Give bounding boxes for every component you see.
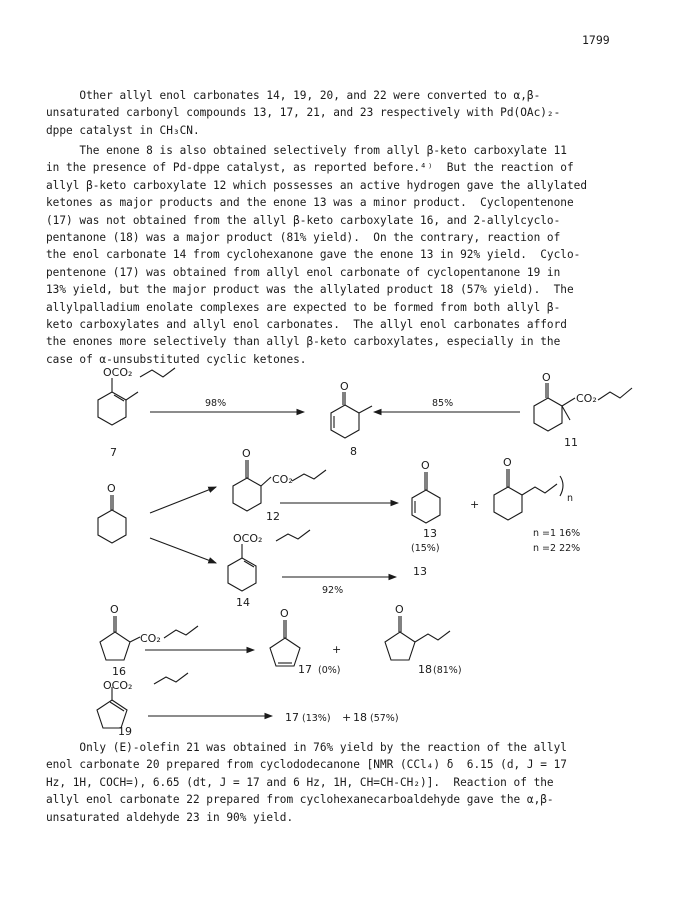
compound-11-structure: [534, 383, 632, 431]
compound-13-structure: [412, 472, 440, 523]
compound-label-8: 8: [350, 445, 357, 458]
text-line: (17) was not obtained from the allyl β-keto carboxylate 16, and 2-allylcyclo-: [46, 213, 561, 227]
compound-label-7: 7: [110, 446, 117, 459]
text-line: unsaturated carbonyl compounds 13, 17, 21, and 23 respectively with Pd(OAc)₂-: [46, 106, 561, 120]
text-line: the enones more selectively than allyl β-keto carboxylates, especially in the: [46, 335, 561, 349]
atom-label: OCO₂: [103, 679, 133, 692]
text-line: Hz, 1H, COCH=), 6.65 (dt, J = 17 and 6 Hz, 1H, CH=CH-CH₂)]. Reaction of the: [46, 775, 554, 789]
yield-label: (0%): [318, 665, 341, 676]
cyclohexanone-structure: [98, 495, 126, 543]
text-line: allylpalladium enolate complexes are expected to be formed from both allyl β-: [46, 300, 561, 314]
compound-17-structure: [270, 620, 300, 666]
text-line: allyl β-keto carboxylate 12 which possesses an active hydrogen gave the allylated: [46, 178, 587, 192]
compound-label-17: 17: [285, 711, 299, 724]
compound-label-11: 11: [564, 436, 578, 449]
text-line: enol carbonate 20 prepared from cyclododecanone [NMR (CCl₄) δ 6.15 (d, J = 17: [46, 758, 567, 772]
compound-label-13: 13: [423, 527, 437, 540]
compound-18-structure: [385, 616, 450, 660]
paragraph-1: [46, 87, 636, 139]
text-line: ketones as major products and the enone 13 was a minor product. Cyclopentenone: [46, 196, 574, 210]
yield-label: (81%): [433, 665, 462, 676]
text-line: The enone 8 is also obtained selectively from allyl β-keto carboxylate 11: [46, 144, 567, 157]
allylated-cyclohexanone-structure: [494, 469, 563, 520]
compound-8-structure: [331, 392, 372, 438]
compound-label-19: 19: [118, 725, 132, 738]
atom-label: O: [110, 603, 119, 616]
compound-label-17: 17: [298, 663, 312, 676]
plus-sign: +: [332, 643, 342, 656]
atom-label: O: [395, 603, 404, 616]
compound-label-12: 12: [266, 510, 280, 523]
text-line: allyl enol carbonate 22 prepared from cyclohexanecarboaldehyde gave the α,β-: [46, 793, 554, 807]
text-line: keto carboxylates and allyl enol carbonates. The allyl enol carbonates afford: [46, 318, 567, 332]
atom-label: CO₂: [576, 392, 597, 405]
paragraph-3: [46, 739, 636, 826]
text-line: case of α-unsubstituted cyclic ketones.: [46, 352, 307, 366]
atom-label: O: [503, 456, 512, 469]
atom-label: OCO₂: [233, 532, 263, 545]
reaction-scheme: [0, 366, 676, 738]
atom-label: O: [542, 371, 551, 384]
compound-label-14: 14: [236, 596, 250, 609]
paragraph-2: [46, 142, 636, 368]
plus-sign: +: [470, 498, 480, 511]
compound-label-13: 13: [413, 565, 427, 578]
yield-label: n =2 22%: [533, 543, 581, 554]
text-line: Only (E)-olefin 21 was obtained in 76% yield by the reaction of the allyl: [46, 741, 567, 754]
yield-label: (57%): [370, 713, 399, 724]
text-line: Other allyl enol carbonates 14, 19, 20, and 22 were converted to α,β-: [46, 89, 541, 102]
compound-label-18: 18: [418, 663, 432, 676]
yield-label: 92%: [322, 585, 344, 596]
atom-label: CO₂: [140, 632, 161, 645]
text-line: unsaturated aldehyde 23 in 90% yield.: [46, 810, 294, 824]
atom-label: O: [242, 447, 251, 460]
text-line: the enol carbonate 14 from cyclohexanone gave the enone 13 in 92% yield. Cyclo-: [46, 248, 581, 262]
text-line: pentanone (18) was a major product (81% yield). On the contrary, reaction of: [46, 231, 561, 245]
arrow-to-14: [150, 538, 216, 563]
yield-label: 85%: [432, 398, 454, 409]
text-line: 13% yield, but the major product was the allylated product 18 (57% yield). The: [46, 283, 574, 297]
yield-label: (13%): [302, 713, 331, 724]
page-number: 1799: [582, 33, 610, 47]
compound-label-18: 18: [353, 711, 367, 724]
yield-label: 98%: [205, 398, 227, 409]
atom-label: O: [340, 380, 349, 393]
atom-label: CO₂: [272, 473, 293, 486]
yield-label: (15%): [411, 543, 440, 554]
subscript-n: n: [567, 493, 574, 504]
atom-label: O: [280, 607, 289, 620]
text-line: pentenone (17) was obtained from allyl enol carbonate of cyclopentanone 19 in: [46, 265, 561, 279]
compound-label-16: 16: [112, 665, 126, 678]
yield-label: n =1 16%: [533, 528, 581, 539]
arrow-to-12: [150, 487, 216, 513]
atom-label: O: [107, 482, 116, 495]
plus-sign: +: [342, 711, 352, 724]
atom-label: O: [421, 459, 430, 472]
text-line: dppe catalyst in CH₃CN.: [46, 123, 200, 137]
text-line: in the presence of Pd-dppe catalyst, as reported before.⁴⁾ But the reaction of: [46, 161, 574, 175]
atom-label: OCO₂: [103, 366, 133, 379]
